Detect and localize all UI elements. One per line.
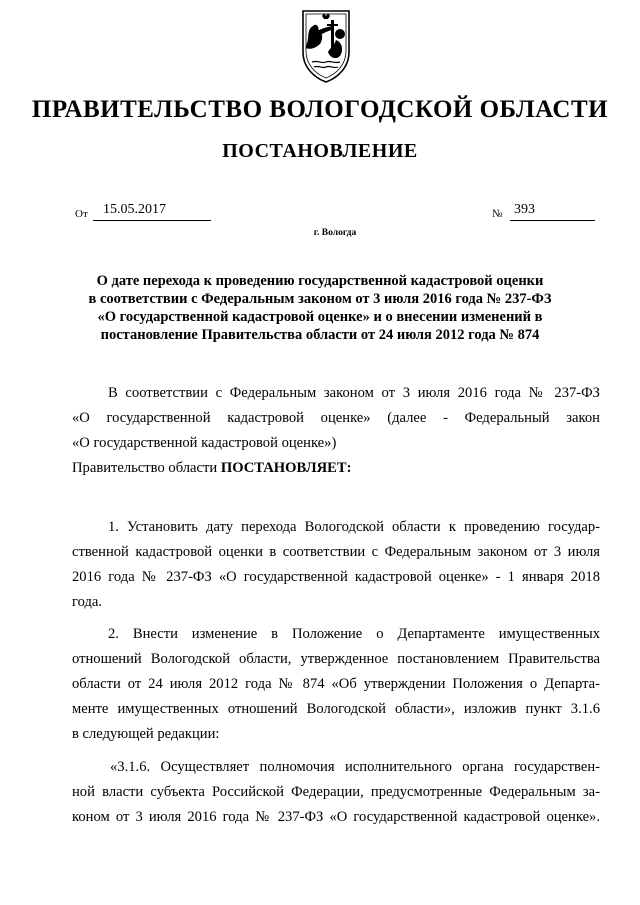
item-1 xyxy=(72,515,600,615)
heading-line: О дате перехода к проведению государственной кадастровой оценки xyxy=(96,273,544,289)
paragraph-line: ной власти субъекта Российской Федерации, предусмотренные Федеральным за- xyxy=(72,784,600,800)
heading-line: постановление Правительства области от 24 июля 2012 года № 874 xyxy=(100,327,540,343)
paragraph-line: в следующей редакции: xyxy=(72,726,220,742)
date-number-row xyxy=(75,202,605,226)
paragraph-line: 2. Внести изменение в Положение о Департаменте имущественных xyxy=(108,626,600,642)
city: г. Вологда xyxy=(313,228,357,238)
document-date: 15.05.2017 xyxy=(93,202,211,221)
paragraph-line: области от 24 июля 2012 года № 874 «Об утверждении Положения о Департа- xyxy=(72,676,600,692)
item-2 xyxy=(72,622,600,747)
paragraph-line: «3.1.6. Осуществляет полномочия исполнительного органа государствен- xyxy=(110,759,600,775)
vologda-coat-of-arms-icon xyxy=(300,8,352,84)
heading-line: «О государственной кадастровой оценке» и о внесении изменений в xyxy=(97,309,543,325)
number-prefix: № xyxy=(492,208,503,220)
document-heading xyxy=(75,272,565,344)
decree-word: ПОСТАНОВЛЯЕТ: xyxy=(220,460,352,476)
quoted-clause xyxy=(72,755,600,830)
preamble xyxy=(72,381,600,481)
paragraph-line: 2016 года № 237-ФЗ «О государственной кадастровой оценке» - 1 января 2018 xyxy=(72,569,600,585)
paragraph-line: года. xyxy=(72,594,103,610)
paragraph-line: отношений Вологодской области, утвержденное постановлением Правительства xyxy=(72,651,600,667)
paragraph-line: В соответствии с Федеральным законом от 3 июля 2016 года № 237-ФЗ xyxy=(108,385,600,401)
decree-prefix: Правительство области xyxy=(72,460,221,476)
heading-line: в соответствии с Федеральным законом от 3 июля 2016 года № 237-ФЗ xyxy=(88,291,552,307)
document-type: ПОСТАНОВЛЕНИЕ xyxy=(222,140,418,162)
paragraph-line: менте имущественных отношений Вологодской области», изложив пункт 3.1.6 xyxy=(72,701,600,717)
paragraph-line: 1. Установить дату перехода Вологодской области к проведению государ- xyxy=(108,519,600,535)
paragraph-line: «О государственной кадастровой оценке») xyxy=(72,435,337,451)
paragraph-line: «О государственной кадастровой оценке» (далее - Федеральный закон xyxy=(72,410,600,426)
paragraph-line: коном от 3 июля 2016 года № 237-ФЗ «О государственной кадастровой оценке». xyxy=(72,809,600,825)
document-number: 393 xyxy=(510,202,595,221)
government-title: ПРАВИТЕЛЬСТВО ВОЛОГОДСКОЙ ОБЛАСТИ xyxy=(31,96,609,123)
paragraph-line: ственной кадастровой оценки в соответствии с Федеральным законом от 3 июля xyxy=(72,544,600,560)
date-prefix: От xyxy=(75,208,88,220)
decree-line xyxy=(72,456,600,481)
